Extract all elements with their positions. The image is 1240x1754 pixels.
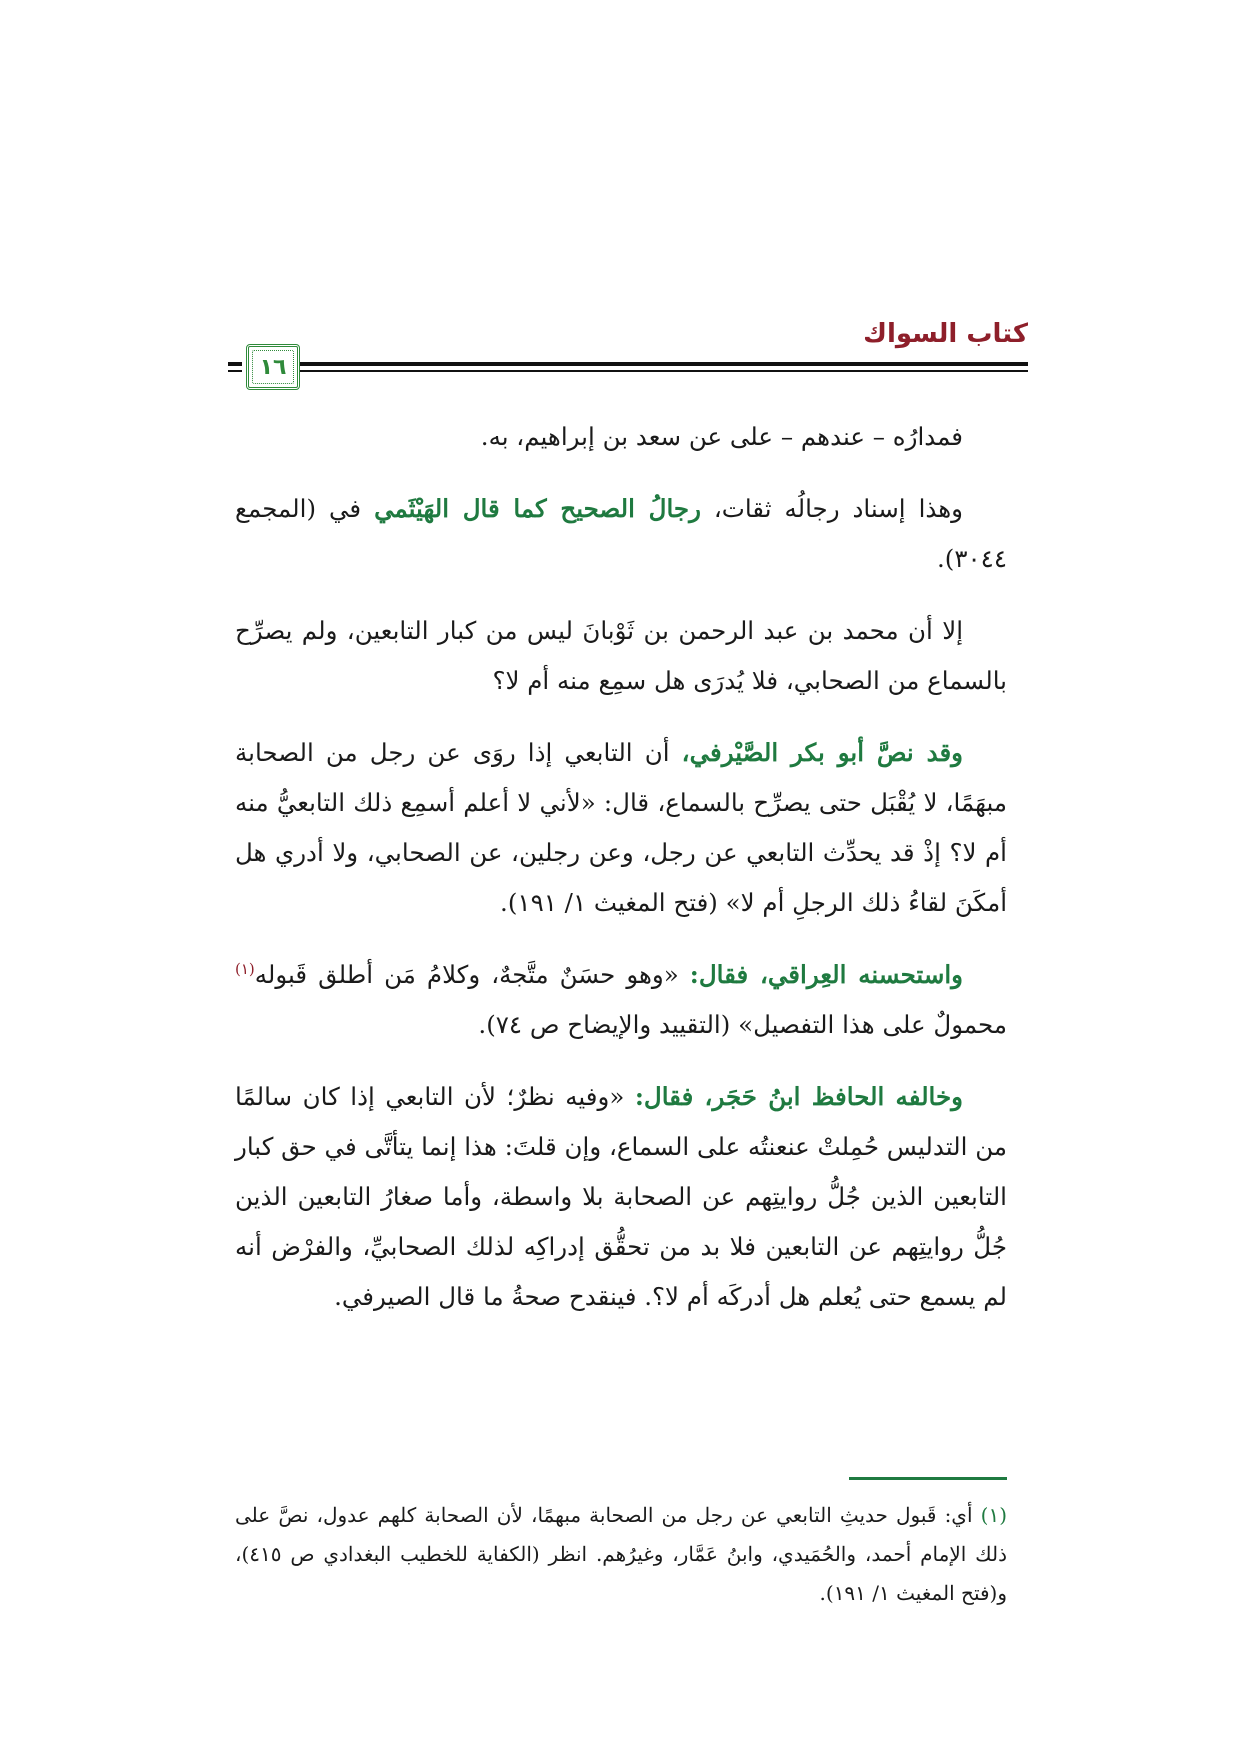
page-header [228, 318, 1028, 388]
header-rule-thin [284, 370, 1028, 372]
header-rule-left-thin [228, 370, 242, 372]
paragraph-4-text: أن التابعي إذا روَى عن رجل من الصحابة مبهَمًا، لا يُقْبَل حتى يصرِّح بالسماع، قال: «لأني لا أعلم أسمِع ذلك التابعيُّ منه أم لا؟ إذْ قد يحدِّث التابعي عن رجل، وعن رجلين، عن الصحابي، ولا أدري هل أمكَنَ لقاءُ ذلك الرجلِ أم لا» (فتح المغيث ١/ ١٩١). [235, 738, 1007, 917]
paragraph-5 [235, 950, 1007, 1050]
header-rule-left [228, 362, 242, 366]
paragraph-3-text: إلا أن محمد بن عبد الرحمن بن ثَوْبانَ ليس من كبار التابعين، ولم يصرِّح بالسماع من الصحابي، فلا يُدرَى هل سمِع منه أم لا؟ [235, 616, 1007, 695]
paragraph-6 [235, 1072, 1007, 1322]
page-number-ornament [246, 344, 300, 390]
footnote-reference[interactable]: (١) [235, 959, 255, 978]
paragraph-3 [235, 606, 1007, 706]
highlight-sayrafi: وقد نصَّ أبو بكر الصَّيْرفي، [681, 738, 963, 767]
paragraph-1-text: فمدارُه – عندهم – على عن سعد بن إبراهيم، به. [480, 422, 963, 451]
paragraph-2-text: وهذا إسناد رجالُه ثقات، [700, 494, 963, 523]
footnote-separator [849, 1477, 1007, 1480]
paragraph-4 [235, 728, 1007, 928]
footnote-text: أي: قَبول حديثِ التابعي عن رجل من الصحابة مبهمًا، لأن الصحابة كلهم عدول، نصَّ على ذلك الإمام أحمد، والحُمَيدي، وابنُ عَمَّار، وغيرُهم. انظر (الكفاية للخطيب البغدادي ص ٤١٥)، و(فتح المغيث ١/ ١٩١). [235, 1503, 1007, 1605]
highlight-haythami: رجالُ الصحيح كما قال الهَيْثَمي [374, 494, 701, 523]
highlight-ibn-hajar: وخالفه الحافظ ابنُ حَجَر، فقال: [634, 1082, 963, 1111]
paragraph-5-text: «وهو حسَنٌ متَّجهٌ، وكلامُ مَن أطلق قَبوله [254, 960, 690, 989]
paragraph-2-text-end: في (المجمع ٣٠٤٤). [235, 494, 1007, 573]
paragraph-2 [235, 484, 1007, 584]
paragraph-6-text: «وفيه نظرٌ؛ لأن التابعي إذا كان سالمًا من التدليس حُمِلتْ عنعنتُه على السماع، وإن قلتَ: هذا إنما يتأتَّى في حق كبار التابعين الذين جُلُّ روايتِهم عن الصحابة بلا واسطة، وأما صغارُ التابعين الذين جُلُّ روايتِهم عن التابعين فلا بد من تحقُّق إدراكِه لذلك الصحابيِّ، والفرْض أنه لم يسمع حتى يُعلم هل أدركَه أم لا؟. فينقدح صحةُ ما قال الصيرفي. [235, 1082, 1007, 1311]
highlight-iraqi: واستحسنه العِراقي، فقال: [689, 960, 963, 989]
footnote [235, 1496, 1007, 1613]
paragraph-5-text-end: محمولٌ على هذا التفصيل» (التقييد والإيضاح ص ٧٤). [478, 1010, 1007, 1039]
header-rule-thick [284, 362, 1028, 366]
paragraph-1 [235, 412, 1007, 462]
book-title: كتاب السواك [863, 319, 1028, 349]
page-number: ١٦ [259, 354, 287, 380]
footnote-marker: (١) [980, 1503, 1007, 1527]
main-text [235, 412, 1007, 1344]
